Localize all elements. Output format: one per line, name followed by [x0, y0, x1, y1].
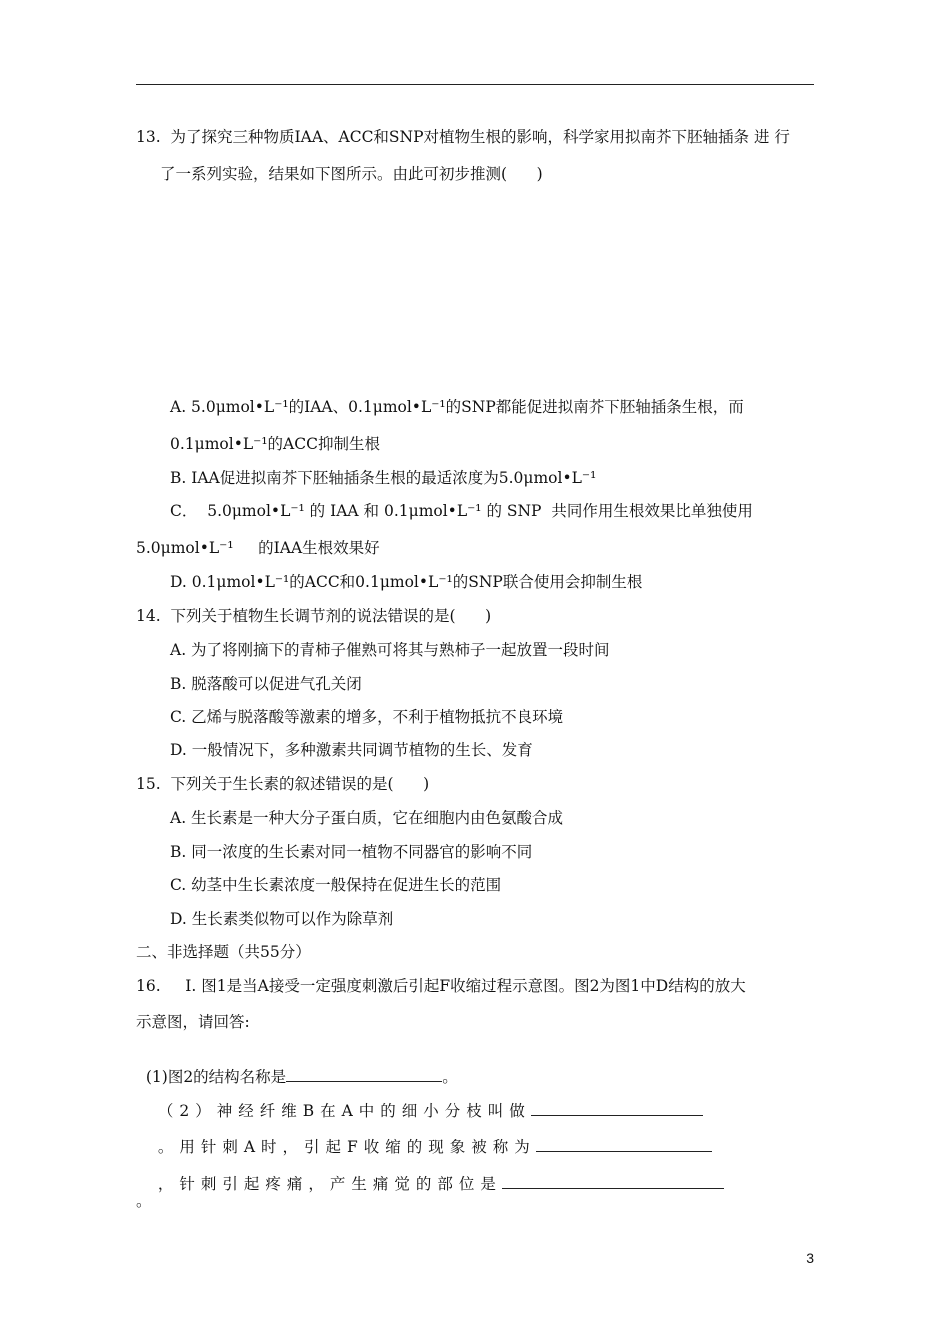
- q14-option-a: A. 为了将刚摘下的青柿子催熟可将其与熟柿子一起放置一段时间: [170, 641, 610, 659]
- q16-sub2-end: 。: [136, 1192, 152, 1210]
- q14-option-c: C. 乙烯与脱落酸等激素的增多，不利于植物抵抗不良环境: [170, 708, 564, 726]
- q15-option-a: A. 生长素是一种大分子蛋白质，它在细胞内由色氨酸合成: [170, 809, 564, 827]
- q16-sub1-label: (1)图2的结构名称是: [145, 1068, 287, 1086]
- q13-option-a-line2: 0.1μmol•L⁻¹的ACC抑制生根: [170, 435, 380, 453]
- q13-option-d: D. 0.1μmol•L⁻¹的ACC和0.1μmol•L⁻¹的SNP联合使用会抑制生根: [170, 573, 643, 591]
- q15-stem: 15. 下列关于生长素的叙述错误的是( ): [136, 775, 430, 793]
- q15-option-b: B. 同一浓度的生长素对同一植物不同器官的影响不同: [170, 843, 533, 861]
- q16-sub2-line2: [136, 1117, 712, 1157]
- q15-option-c: C. 幼茎中生长素浓度一般保持在促进生长的范围: [170, 876, 502, 894]
- q13-stem-line1: 13. 为了探究三种物质IAA、ACC和SNP对植物生根的影响，科学家用拟南芥下胚轴插条 进 行: [136, 128, 790, 146]
- q16-sub2-line1: [136, 1081, 703, 1121]
- q14-option-b: B. 脱落酸可以促进气孔关闭: [170, 675, 362, 693]
- q16-sub1-end: 。: [442, 1068, 458, 1086]
- q14-stem: 14. 下列关于植物生长调节剂的说法错误的是( ): [136, 607, 492, 625]
- q13-stem-line2: 了一系列实验，结果如下图所示。由此可初步推测( ): [160, 165, 543, 183]
- section-heading: 二、非选择题（共55分）: [136, 943, 311, 961]
- q16-sub2-blank3[interactable]: [502, 1174, 724, 1189]
- page-number: 3: [806, 1250, 814, 1266]
- q13-option-c-line2: 5.0μmol•L⁻¹ 的IAA生根效果好: [136, 539, 380, 557]
- q13-option-b: B. IAA促进拟南芥下胚轴插条生根的最适浓度为5.0μmol•L⁻¹: [170, 469, 597, 487]
- q16-sub2-blank2[interactable]: [536, 1137, 712, 1152]
- q16-sub2-text3: ，针刺引起疼痛，产生痛觉的部位是: [157, 1175, 502, 1193]
- q14-option-d: D. 一般情况下，多种激素共同调节植物的生长、发育: [170, 741, 533, 759]
- q16-sub2-blank1[interactable]: [531, 1101, 703, 1116]
- q16-sub1-blank[interactable]: [286, 1067, 442, 1082]
- q16-sub2-line3: [136, 1154, 724, 1194]
- header-rule: [136, 84, 814, 85]
- q13-option-c-line1: C． 5.0μmol•L⁻¹ 的 IAA 和 0.1μmol•L⁻¹ 的 SNP 共同作用生根效果比单独使用: [170, 502, 753, 520]
- q16-stem-line2: 示意图，请回答:: [136, 1013, 250, 1031]
- q16-sub2-label: （2）神经纤维B在A中的细小分枝叫做: [157, 1102, 531, 1120]
- q16-stem-line1: 16. I. 图1是当A接受一定强度刺激后引起F收缩过程示意图。图2为图1中D结构的放大: [136, 977, 746, 995]
- q15-option-d: D. 生长素类似物可以作为除草剂: [170, 910, 394, 928]
- q16-sub2-text2: 。用针刺A时，引起F收缩的现象被称为: [157, 1138, 536, 1156]
- q13-option-a-line1: A. 5.0μmol•L⁻¹的IAA、0.1μmol•L⁻¹的SNP都能促进拟南芥下胚轴插条生根，而: [170, 398, 744, 416]
